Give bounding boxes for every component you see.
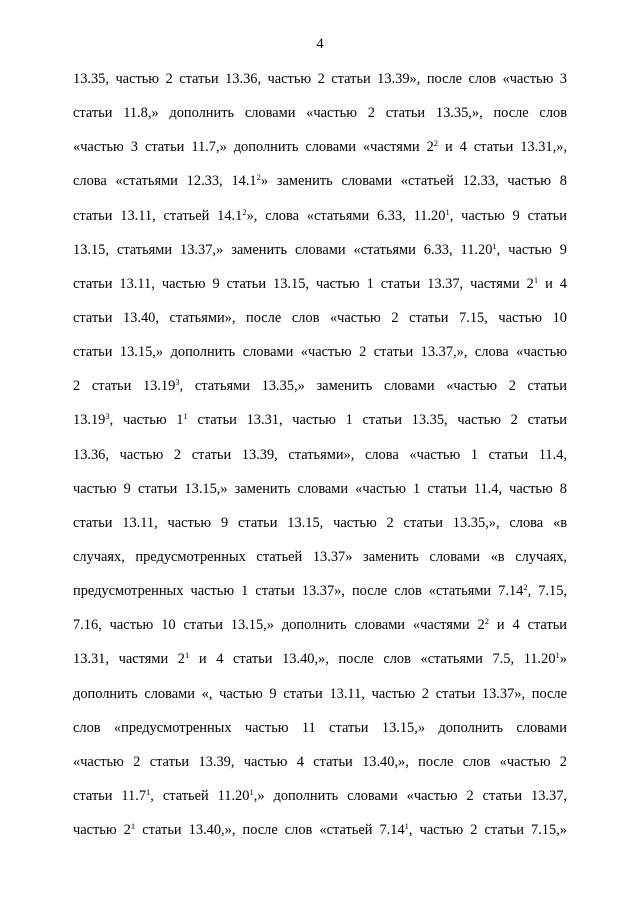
text-run: 13.36, частью 2 статьи 13.39, статьями», слова «частью 1 статьи 11.4, — [73, 446, 567, 463]
text-run: 13.35, частью 2 статьи 13.36, частью 2 статьи 13.39», после слов «частью 3 — [73, 71, 567, 87]
superscript: 3 — [105, 411, 110, 422]
text-run: и 4 — [538, 275, 567, 292]
text-run: и 4 статьи 13.40,», после слов «статьями 7.5, 11.20 — [189, 651, 556, 668]
text-line — [73, 648, 567, 682]
text-line — [73, 546, 567, 580]
text-run: статьи 13.11, частью 9 статьи 13.15, частью 2 статьи 13.35,», слова «в — [73, 514, 567, 531]
text-run: слова «статьями 12.33, 14.1 — [73, 173, 257, 190]
page-number: 4 — [316, 36, 324, 52]
text-line — [73, 409, 567, 443]
text-run: статьи 13.11, статьей 14.1 — [73, 207, 243, 224]
text-run: 13.19 — [73, 412, 106, 429]
text-line — [73, 68, 567, 102]
text-run: статьи 13.11, частью 9 статьи 13.15, частью 1 статьи 13.37, частями 2 — [73, 275, 534, 292]
text-run: слов «предусмотренных частью 11 статьи 13.15,» дополнить словами — [73, 719, 567, 736]
superscript: 2 — [242, 206, 247, 217]
text-run: 13.31, частями 2 — [73, 651, 185, 668]
text-line — [73, 341, 567, 375]
body-text — [73, 68, 567, 853]
text-run: , 7.15, — [527, 583, 567, 600]
text-line — [73, 273, 567, 307]
superscript: 2 — [256, 172, 261, 183]
text-run: статьи 13.40,», после слов «статьей 7.14 — [135, 822, 405, 839]
text-line — [73, 136, 567, 170]
text-run: ,» дополнить словами «частью 2 статьи 13.37, — [253, 787, 567, 804]
superscript: 1 — [445, 206, 450, 217]
superscript: 1 — [555, 650, 560, 661]
text-line — [73, 785, 567, 819]
superscript: 2 — [433, 138, 439, 149]
text-line — [73, 205, 567, 239]
superscript: 2 — [484, 616, 489, 627]
text-line — [73, 751, 567, 785]
superscript: 3 — [175, 377, 180, 388]
superscript: 1 — [404, 821, 409, 832]
text-line — [73, 683, 567, 717]
text-line — [73, 614, 567, 648]
text-run: , частью 9 статьи — [449, 207, 568, 224]
text-run: 13.15, статьями 13.37,» заменить словами «статьями 6.33, 11.20 — [73, 241, 493, 258]
text-line — [73, 307, 567, 341]
text-run: » заменить словами «статьей 12.33, частью 8 — [260, 173, 567, 190]
text-run: 7.16, частью 10 статьи 13.15,» дополнить словами «частями 2 — [73, 617, 485, 634]
superscript: 1 — [533, 274, 539, 285]
superscript: 1 — [146, 786, 151, 797]
text-line — [73, 580, 567, 614]
superscript: 1 — [249, 786, 254, 797]
text-run: 2 статьи 13.19 — [73, 378, 176, 395]
text-line — [73, 512, 567, 546]
superscript: 2 — [523, 582, 528, 593]
text-run: статьи 13.15,» дополнить словами «частью 2 статьи 13.37,», слова «частью — [73, 344, 567, 361]
text-line — [73, 375, 567, 409]
text-run: дополнить словами «, частью 9 статьи 13.11, частью 2 статьи 13.37», после — [73, 685, 567, 702]
text-line — [73, 478, 567, 512]
text-run: , статьей 11.20 — [150, 787, 250, 804]
text-run: , частью 2 статьи 7.15,» — [408, 822, 567, 839]
text-run: , частью 9 — [496, 241, 567, 258]
superscript: 1 — [184, 650, 190, 661]
text-run: статьи 13.31, частью 1 статьи 13.35, частью 2 статьи — [187, 412, 567, 429]
text-run: статьи 11.7 — [73, 787, 147, 804]
superscript: 1 — [130, 821, 136, 832]
text-run: частью 2 — [73, 822, 131, 839]
superscript: 1 — [492, 240, 497, 251]
text-run: случаях, предусмотренных статьей 13.37» заменить словами «в случаях, — [73, 548, 567, 565]
text-run: статьи 13.40, статьями», после слов «частью 2 статьи 7.15, частью 10 — [73, 309, 567, 326]
text-run: «частью 3 статьи 11.7,» дополнить словами «частями 2 — [73, 139, 434, 156]
text-run: , частью 1 — [109, 412, 184, 429]
text-run: и 4 статьи 13.31,», — [438, 139, 568, 156]
text-run: статьи 11.8,» дополнить словами «частью 2 статьи 13.35,», после слов — [73, 105, 567, 122]
text-run: » — [559, 651, 567, 668]
text-run: и 4 статьи — [488, 617, 568, 634]
text-line — [73, 717, 567, 751]
superscript: 1 — [183, 411, 188, 422]
text-line — [73, 444, 567, 478]
text-line — [73, 819, 567, 853]
text-run: «частью 2 статьи 13.39, частью 4 статьи 13.40,», после слов «частью 2 — [73, 753, 567, 770]
text-line — [73, 170, 567, 204]
text-run: », слова «статьями 6.33, 11.20 — [246, 207, 446, 224]
text-run: частью 9 статьи 13.15,» заменить словами «частью 1 статьи 11.4, частью 8 — [73, 480, 567, 497]
text-run: , статьями 13.35,» заменить словами «частью 2 статьи — [179, 378, 567, 395]
text-line — [73, 102, 567, 136]
text-run: предусмотренных частью 1 статьи 13.37», после слов «статьями 7.14 — [73, 583, 524, 600]
text-line — [73, 239, 567, 273]
